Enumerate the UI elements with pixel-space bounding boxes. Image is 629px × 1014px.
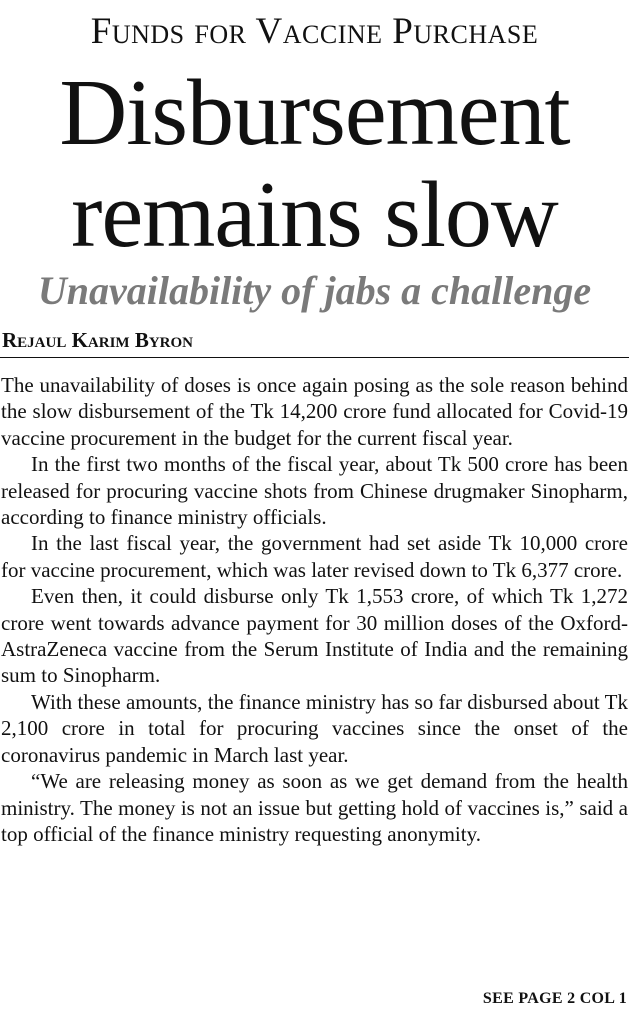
paragraph-1: The unavailability of doses is once again posing as the sole reason behind the slow disbursement of the Tk 14,200 crore fund allocated for Covid-19 vaccine procurement in the budget for the current fiscal year. bbox=[1, 373, 628, 450]
byline: Rejaul Karim Byron bbox=[2, 328, 194, 352]
paragraph-4: Even then, it could disburse only Tk 1,553 crore, of which Tk 1,272 crore went towards advance payment for 30 million doses of the Oxford-AstraZeneca vaccine from the Serum Institute of India and the remaining sum to Sinopharm. bbox=[1, 584, 628, 688]
headline-line-2: remains slow bbox=[71, 163, 558, 267]
divider-rule bbox=[0, 357, 629, 358]
subheadline: Unavailability of jabs a challenge bbox=[37, 268, 592, 313]
headline-line-1: Disbursement bbox=[59, 61, 570, 165]
kicker: Funds for Vaccine Purchase bbox=[90, 11, 539, 52]
article-body bbox=[1, 372, 628, 847]
paragraph-6: “We are releasing money as soon as we get demand from the health ministry. The money is not an issue but getting hold of vaccines is,” said a top official of the finance ministry requesting anonymity. bbox=[1, 769, 628, 846]
continuation-note: SEE PAGE 2 COL 1 bbox=[482, 990, 627, 1007]
paragraph-3: In the last fiscal year, the government had set aside Tk 10,000 crore for vaccine procurement, which was later revised down to Tk 6,377 crore. bbox=[1, 531, 628, 582]
paragraph-2: In the first two months of the fiscal year, about Tk 500 crore has been released for procuring vaccine shots from Chinese drugmaker Sinopharm, according to finance ministry officials. bbox=[1, 452, 628, 530]
headline bbox=[0, 62, 629, 266]
paragraph-5: With these amounts, the finance ministry has so far disbursed about Tk 2,100 crore in total for procuring vaccines since the onset of the coronavirus pandemic in March last year. bbox=[1, 689, 628, 767]
